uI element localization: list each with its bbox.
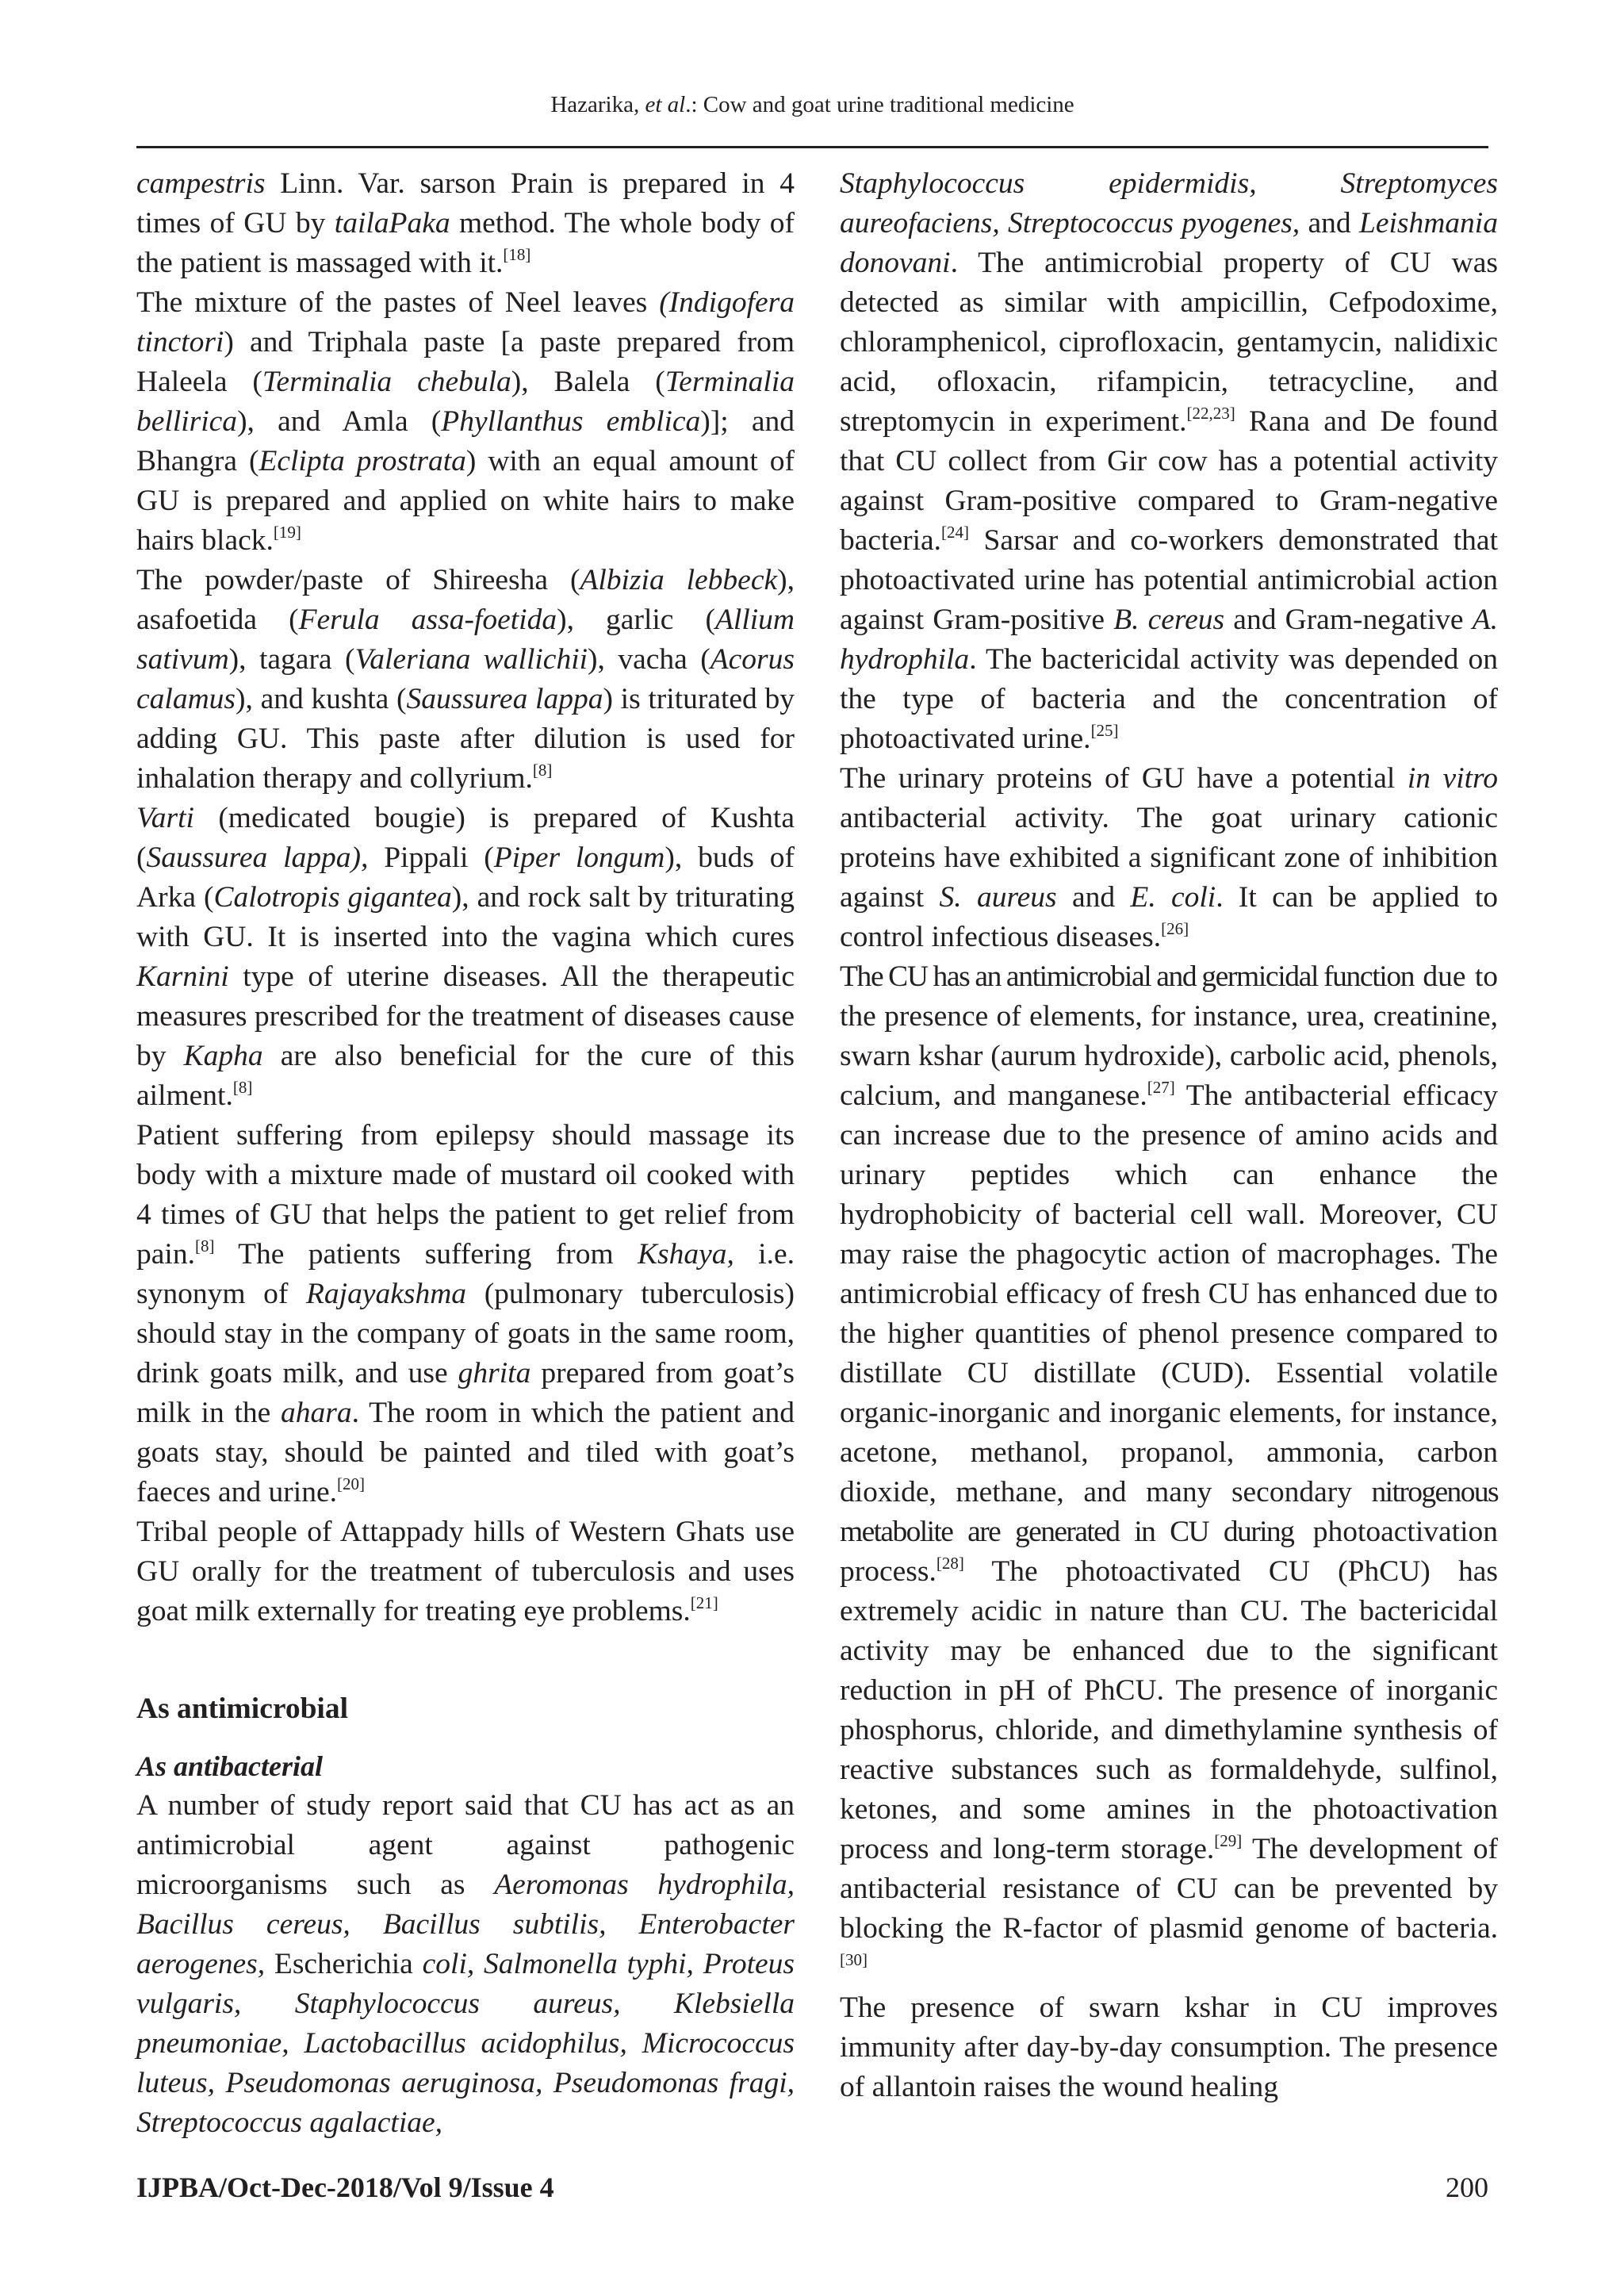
citation: [8] xyxy=(194,1236,215,1255)
citation: [18] xyxy=(503,245,531,264)
paragraph: The mixture of the pastes of Neel leaves (Indigofera tinctori) and Triphala paste [a paste prepared from Haleela (Terminalia chebula), Balela (Terminalia bellirica), and Amla (Phyllanthus emblica)]; and Bhangra (Eclipta prostrata) with an equal amount of GU is prepared and applied on white hairs to make hairs black.[19] xyxy=(136,286,795,557)
paragraph: Staphylococcus epidermidis, Streptomyces aureofaciens, Streptococcus pyogenes, and Leishmania donovani. The antimicrobial property of CU was detected as similar with ampicillin, Cefpodoxime, chloramphenicol, ciprofloxacin, gentamycin, nalidixic acid, ofloxacin, rifampicin, tetracycline, and streptomycin in experiment.[22,23] Rana and De found that CU collect from Gir cow has a potential activity against Gram-positive compared to Gram-negative bacteria.[24] Sarsar and co-workers demonstrated that photoactivated urine has potential antimicrobial action against Gram-positive B. cereus and Gram-negative A. hydrophila. The bactericidal activity was depended on the type of bacteria and the concentration of photoactivated urine.[25] xyxy=(840,167,1498,755)
right-column xyxy=(840,164,1498,2107)
citation: [29] xyxy=(1214,1831,1243,1850)
citation: [21] xyxy=(690,1593,718,1612)
paragraph: campestris Linn. Var. sarson Prain is prepared in 4 times of GU by tailaPaka method. The whole body of the patient is massaged with it.[18] xyxy=(136,167,795,279)
citation: [20] xyxy=(336,1474,365,1493)
citation: [25] xyxy=(1090,721,1119,740)
paragraph: Patient suffering from epilepsy should massage its body with a mixture made of mustard oil cooked with 4 times of GU that helps the patient to get relief from pain.[8] The patients suffering from Kshaya, i.e. synonym of Rajayakshma (pulmonary tuberculosis) should stay in the company of goats in the same room, drink goats milk, and use ghrita prepared from goat’s milk in the ahara. The room in which the patient and goats stay, should be painted and tiled with goat’s faeces and urine.[20] xyxy=(136,1119,795,1508)
paragraph: Varti (medicated bougie) is prepared of Kushta (Saussurea lappa), Pippali (Piper longum), buds of Arka (Calotropis gigantea), and rock salt by triturating with GU. It is inserted into the vagina which cures Karnini type of uterine diseases. All the therapeutic measures prescribed for the treatment of diseases cause by Kapha are also beneficial for the cure of this ailment.[8] xyxy=(136,802,795,1112)
running-header: Hazarika, et al.: Cow and goat urine traditional medicine xyxy=(550,92,1074,117)
citation: [8] xyxy=(532,761,553,780)
citation: [30] xyxy=(840,1950,868,1969)
left-column xyxy=(136,164,795,2143)
paragraph: Tribal people of Attappady hills of Western Ghats use GU orally for the treatment of tuberculosis and uses goat milk externally for treating eye problems.[21] xyxy=(136,1516,795,1627)
citation: [24] xyxy=(941,523,970,542)
paragraph: The powder/paste of Shireesha (Albizia lebbeck), asafoetida (Ferula assa-foetida), garlic (Allium sativum), tagara (Valeriana wallichii), vacha (Acorus calamus), and kushta (Saussurea lappa) is triturated by adding GU. This paste after dilution is used for inhalation therapy and collyrium.[8] xyxy=(136,564,795,795)
paragraph: The presence of swarn kshar in CU improves immunity after day-by-day consumption. The presence of allantoin raises the wound healing xyxy=(840,1991,1498,2103)
section-heading: As antimicrobial xyxy=(136,1692,349,1725)
citation: [28] xyxy=(936,1554,964,1573)
citation: [8] xyxy=(232,1078,253,1097)
citation: [26] xyxy=(1161,919,1189,938)
citation: [27] xyxy=(1147,1078,1175,1097)
citation: [22,23] xyxy=(1186,404,1235,423)
subsection-heading: As antibacterial xyxy=(136,1750,324,1782)
citation: [19] xyxy=(273,523,301,542)
header-rule xyxy=(136,146,1488,148)
paragraph: A number of study report said that CU has act as an antimicrobial agent against pathogenic microorganisms such as Aeromonas hydrophila, Bacillus cereus, Bacillus subtilis, Enterobacter aerogenes, Escherichia coli, Salmonella typhi, Proteus vulgaris, Staphylococcus aureus, Klebsiella pneumoniae, Lactobacillus acidophilus, Micrococcus luteus, Pseudomonas aeruginosa, Pseudomonas fragi, Streptococcus agalactiae, xyxy=(136,1789,795,2139)
paragraph: The CU has an antimicrobial and germicidal function due to the presence of elements, for instance, urea, creatinine, swarn kshar (aurum hydroxide), carbolic acid, phenols, calcium, and manganese.[27] The antibacterial efficacy can increase due to the presence of amino acids and urinary peptides which can enhance the hydrophobicity of bacterial cell wall. Moreover, CU may raise the phagocytic action of macrophages. The antimicrobial efficacy of fresh CU has enhanced due to the higher quantities of phenol presence compared to distillate CU distillate (CUD). Essential volatile organic-inorganic and inorganic elements, for instance, acetone, methanol, propanol, ammonia, carbon dioxide, methane, and many secondary nitrogenous metabolite are generated in CU during photoactivation process.[28] The photoactivated CU (PhCU) has extremely acidic in nature than CU. The bactericidal activity may be enhanced due to the significant reduction in pH of PhCU. The presence of inorganic phosphorus, chloride, and dimethylamine synthesis of reactive substances such as formaldehyde, sulfinol, ketones, and some amines in the photoactivation process and long-term storage.[29] The development of antibacterial resistance of CU can be prevented by blocking the R-factor of plasmid genome of bacteria.[30] xyxy=(840,960,1498,1969)
footer-journal: IJPBA/Oct-Dec-2018/Vol 9/Issue 4 xyxy=(136,2171,554,2203)
page-number: 200 xyxy=(1446,2171,1488,2203)
paragraph: The urinary proteins of GU have a potential in vitro antibacterial activity. The goat urinary cationic proteins have exhibited a significant zone of inhibition against S. aureus and E. coli. It can be applied to control infectious diseases.[26] xyxy=(840,762,1498,953)
